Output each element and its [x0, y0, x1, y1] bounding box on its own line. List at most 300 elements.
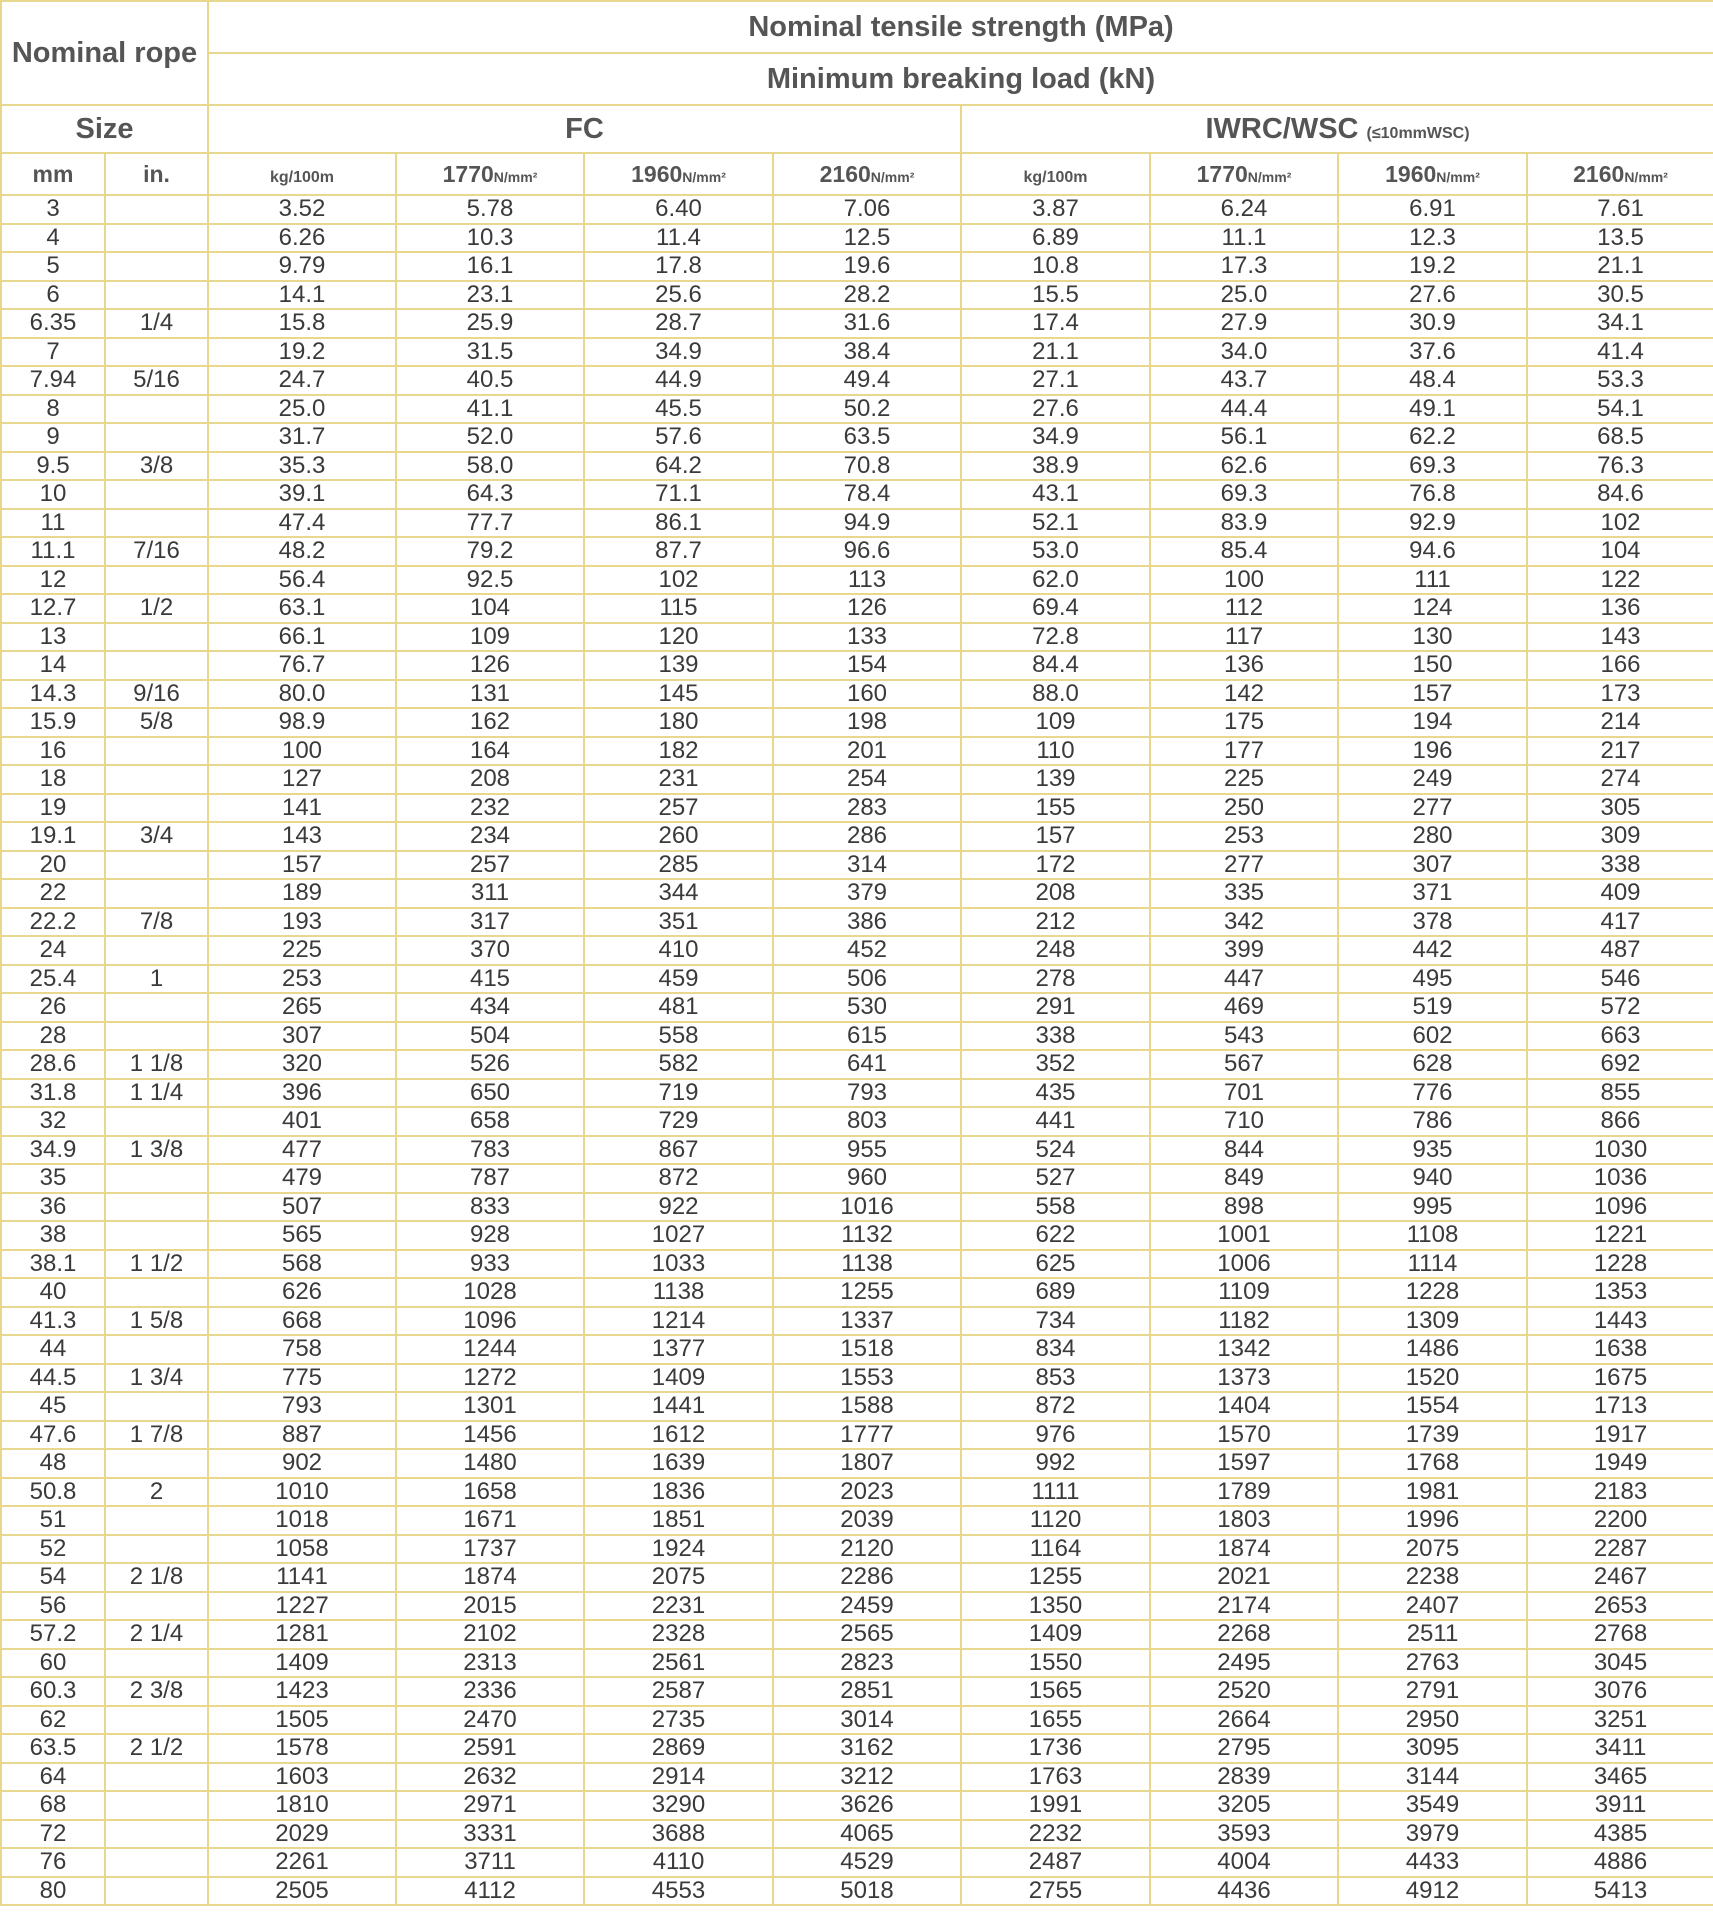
size-in-cell — [105, 252, 208, 281]
iwrc-kg-cell: 1120 — [961, 1506, 1150, 1535]
fc-1770-cell: 77.7 — [396, 509, 584, 538]
size-mm-cell: 48 — [1, 1449, 105, 1478]
fc-kg-header — [208, 153, 396, 195]
iwrc-1960-cell: 786 — [1338, 1107, 1527, 1136]
iwrc-2160-cell: 1949 — [1527, 1449, 1713, 1478]
fc-1770-cell: 1737 — [396, 1535, 584, 1564]
size-mm-cell: 22.2 — [1, 908, 105, 937]
iwrc-kg-cell: 17.4 — [961, 309, 1150, 338]
fc-2160-label: 2160 — [819, 160, 871, 187]
iwrc-1960-cell: 4912 — [1338, 1877, 1527, 1906]
iwrc-2160-cell: 1221 — [1527, 1221, 1713, 1250]
fc-kg-cell: 775 — [208, 1364, 396, 1393]
fc-1960-cell: 285 — [584, 851, 773, 880]
iwrc-kg-cell: 2755 — [961, 1877, 1150, 1906]
size-mm-cell: 19 — [1, 794, 105, 823]
fc-kg-cell: 902 — [208, 1449, 396, 1478]
table-row — [1, 309, 1713, 338]
fc-1770-cell: 1874 — [396, 1563, 584, 1592]
iwrc-kg-cell: 3.87 — [961, 195, 1150, 224]
iwrc-2160-cell: 143 — [1527, 623, 1713, 652]
iwrc-1770-cell: 2664 — [1150, 1706, 1338, 1735]
fc-1770-cell: 208 — [396, 765, 584, 794]
iwrc-kg-cell: 625 — [961, 1250, 1150, 1279]
iwrc-kg-cell: 2487 — [961, 1848, 1150, 1877]
size-in-cell: 1 1/2 — [105, 1250, 208, 1279]
fc-kg-cell: 39.1 — [208, 480, 396, 509]
iwrc-1960-cell: 2238 — [1338, 1563, 1527, 1592]
fc-1960-cell: 25.6 — [584, 281, 773, 310]
fc-2160-cell: 1807 — [773, 1449, 961, 1478]
iwrc-1770-cell: 4436 — [1150, 1877, 1338, 1906]
fc-kg-cell: 758 — [208, 1335, 396, 1364]
table-row — [1, 1221, 1713, 1250]
iwrc-1960-cell: 2950 — [1338, 1706, 1527, 1735]
size-mm-cell: 14.3 — [1, 680, 105, 709]
table-row — [1, 1449, 1713, 1478]
table-row — [1, 509, 1713, 538]
fc-1770-cell: 650 — [396, 1079, 584, 1108]
size-in-cell — [105, 851, 208, 880]
iwrc-1770-cell: 2495 — [1150, 1649, 1338, 1678]
fc-kg-cell: 100 — [208, 737, 396, 766]
fc-2160-header — [773, 153, 961, 195]
fc-1960-cell: 1409 — [584, 1364, 773, 1393]
fc-kg-cell: 479 — [208, 1164, 396, 1193]
fc-kg-cell: 63.1 — [208, 594, 396, 623]
iwrc-2160-cell: 855 — [1527, 1079, 1713, 1108]
fc-2160-cell: 2023 — [773, 1478, 961, 1507]
size-in-cell: 1 — [105, 965, 208, 994]
fc-kg-cell: 14.1 — [208, 281, 396, 310]
fc-1770-cell: 52.0 — [396, 423, 584, 452]
fc-kg-cell: 143 — [208, 822, 396, 851]
iwrc-2160-cell: 54.1 — [1527, 395, 1713, 424]
fc-2160-cell: 2823 — [773, 1649, 961, 1678]
fc-2160-cell: 530 — [773, 993, 961, 1022]
size-mm-cell: 6.35 — [1, 309, 105, 338]
iwrc-1770-cell: 11.1 — [1150, 224, 1338, 253]
iwrc-1960-cell: 196 — [1338, 737, 1527, 766]
fc-1770-cell: 2971 — [396, 1791, 584, 1820]
fc-kg-cell: 24.7 — [208, 366, 396, 395]
size-mm-cell: 32 — [1, 1107, 105, 1136]
iwrc-1960-cell: 3549 — [1338, 1791, 1527, 1820]
fc-1770-cell: 783 — [396, 1136, 584, 1165]
size-mm-cell: 3 — [1, 195, 105, 224]
mm-header: mm — [1, 153, 105, 195]
fc-2160-cell: 1588 — [773, 1392, 961, 1421]
iwrc-2160-cell: 692 — [1527, 1050, 1713, 1079]
iwrc-kg-cell: 6.89 — [961, 224, 1150, 253]
iwrc-1770-cell: 567 — [1150, 1050, 1338, 1079]
iwrc-1770-cell: 1182 — [1150, 1307, 1338, 1336]
fc-kg-cell: 2261 — [208, 1848, 396, 1877]
iwrc-2160-cell: 13.5 — [1527, 224, 1713, 253]
fc-1960-cell: 922 — [584, 1193, 773, 1222]
fc-kg-cell: 48.2 — [208, 537, 396, 566]
iwrc-1960-cell: 249 — [1338, 765, 1527, 794]
table-header — [1, 1, 1713, 195]
fc-2160-cell: 955 — [773, 1136, 961, 1165]
fc-kg-cell: 265 — [208, 993, 396, 1022]
fc-2160-cell: 160 — [773, 680, 961, 709]
size-mm-cell: 38.1 — [1, 1250, 105, 1279]
iwrc-kg-cell: 853 — [961, 1364, 1150, 1393]
iwrc-2160-cell: 663 — [1527, 1022, 1713, 1051]
fc-2160-cell: 1016 — [773, 1193, 961, 1222]
fc-1960-cell: 86.1 — [584, 509, 773, 538]
fc-1960-label: 1960 — [631, 160, 683, 187]
iwrc-1960-cell: 76.8 — [1338, 480, 1527, 509]
fc-kg-cell: 1227 — [208, 1592, 396, 1621]
table-row — [1, 537, 1713, 566]
size-in-cell: 2 1/2 — [105, 1734, 208, 1763]
fc-1960-cell: 115 — [584, 594, 773, 623]
iwrc-2160-cell: 7.61 — [1527, 195, 1713, 224]
iwrc-2160-cell: 546 — [1527, 965, 1713, 994]
size-mm-cell: 68 — [1, 1791, 105, 1820]
fc-1960-cell: 4553 — [584, 1877, 773, 1906]
table-row — [1, 708, 1713, 737]
iwrc-1770-cell: 2795 — [1150, 1734, 1338, 1763]
table-row — [1, 566, 1713, 595]
size-in-cell — [105, 794, 208, 823]
iwrc-2160-header — [1527, 153, 1713, 195]
fc-1770-cell: 5.78 — [396, 195, 584, 224]
fc-1960-cell: 64.2 — [584, 452, 773, 481]
fc-2160-cell: 254 — [773, 765, 961, 794]
size-mm-cell: 72 — [1, 1820, 105, 1849]
size-in-cell — [105, 879, 208, 908]
fc-kg-cell: 1058 — [208, 1535, 396, 1564]
fc-1960-cell: 180 — [584, 708, 773, 737]
table-row — [1, 281, 1713, 310]
size-in-cell: 2 1/8 — [105, 1563, 208, 1592]
unit-label: N/mm² — [1624, 168, 1668, 185]
table-row — [1, 1734, 1713, 1763]
fc-kg-cell: 565 — [208, 1221, 396, 1250]
size-in-cell: 5/16 — [105, 366, 208, 395]
fc-1960-cell: 1033 — [584, 1250, 773, 1279]
fc-1960-cell: 2231 — [584, 1592, 773, 1621]
size-in-cell: 1 1/4 — [105, 1079, 208, 1108]
fc-1960-header — [584, 153, 773, 195]
iwrc-kg-cell: 15.5 — [961, 281, 1150, 310]
table-row — [1, 851, 1713, 880]
iwrc-1770-cell: 399 — [1150, 936, 1338, 965]
fc-header: FC — [208, 105, 961, 153]
iwrc-kg-cell: 527 — [961, 1164, 1150, 1193]
size-mm-cell: 31.8 — [1, 1079, 105, 1108]
fc-1770-cell: 2632 — [396, 1763, 584, 1792]
fc-2160-cell: 126 — [773, 594, 961, 623]
iwrc-1770-cell: 1570 — [1150, 1421, 1338, 1450]
fc-1770-cell: 92.5 — [396, 566, 584, 595]
fc-1770-cell: 234 — [396, 822, 584, 851]
table-row — [1, 794, 1713, 823]
fc-1770-cell: 2336 — [396, 1677, 584, 1706]
iwrc-1770-cell: 4004 — [1150, 1848, 1338, 1877]
table-row — [1, 1050, 1713, 1079]
fc-kg-cell: 1281 — [208, 1620, 396, 1649]
fc-1960-cell: 1441 — [584, 1392, 773, 1421]
iwrc-2160-cell: 3045 — [1527, 1649, 1713, 1678]
iwrc-1770-cell: 1109 — [1150, 1278, 1338, 1307]
iwrc-1960-cell: 776 — [1338, 1079, 1527, 1108]
table-row — [1, 224, 1713, 253]
fc-kg-cell: 47.4 — [208, 509, 396, 538]
fc-2160-cell: 70.8 — [773, 452, 961, 481]
fc-1960-cell: 719 — [584, 1079, 773, 1108]
fc-1960-cell: 71.1 — [584, 480, 773, 509]
fc-2160-cell: 31.6 — [773, 309, 961, 338]
table-row — [1, 594, 1713, 623]
fc-1770-cell: 25.9 — [396, 309, 584, 338]
fc-1960-cell: 6.40 — [584, 195, 773, 224]
iwrc-1770-cell: 849 — [1150, 1164, 1338, 1193]
fc-1770-cell: 232 — [396, 794, 584, 823]
size-mm-cell: 80 — [1, 1877, 105, 1906]
iwrc-note: (≤10mmWSC) — [1366, 124, 1470, 142]
size-mm-cell: 10 — [1, 480, 105, 509]
iwrc-2160-cell: 3911 — [1527, 1791, 1713, 1820]
fc-1770-cell: 64.3 — [396, 480, 584, 509]
iwrc-1960-cell: 1108 — [1338, 1221, 1527, 1250]
table-row — [1, 1506, 1713, 1535]
fc-2160-cell: 1553 — [773, 1364, 961, 1393]
iwrc-2160-cell: 68.5 — [1527, 423, 1713, 452]
size-in-cell: 1 1/8 — [105, 1050, 208, 1079]
iwrc-2160-cell: 104 — [1527, 537, 1713, 566]
iwrc-1960-cell: 1554 — [1338, 1392, 1527, 1421]
size-mm-cell: 44.5 — [1, 1364, 105, 1393]
fc-1960-cell: 3290 — [584, 1791, 773, 1820]
fc-1770-cell: 23.1 — [396, 281, 584, 310]
iwrc-1770-cell: 277 — [1150, 851, 1338, 880]
table-row — [1, 1620, 1713, 1649]
iwrc-2160-cell: 4385 — [1527, 1820, 1713, 1849]
size-in-cell — [105, 1022, 208, 1051]
table-row — [1, 1136, 1713, 1165]
iwrc-1960-cell: 378 — [1338, 908, 1527, 937]
table-row — [1, 1649, 1713, 1678]
table-row — [1, 965, 1713, 994]
table-row — [1, 1706, 1713, 1735]
iwrc-kg-cell: 734 — [961, 1307, 1150, 1336]
fc-1770-cell: 3711 — [396, 1848, 584, 1877]
table-row — [1, 1478, 1713, 1507]
iwrc-2160-cell: 136 — [1527, 594, 1713, 623]
iwrc-1960-cell: 1228 — [1338, 1278, 1527, 1307]
fc-1960-cell: 1851 — [584, 1506, 773, 1535]
fc-kg-cell: 477 — [208, 1136, 396, 1165]
fc-kg-cell: 127 — [208, 765, 396, 794]
nominal-rope-header: Nominal rope — [1, 1, 208, 105]
iwrc-2160-cell: 1228 — [1527, 1250, 1713, 1279]
iwrc-kg-cell: 109 — [961, 708, 1150, 737]
fc-kg-cell: 3.52 — [208, 195, 396, 224]
size-in-cell — [105, 423, 208, 452]
size-mm-cell: 54 — [1, 1563, 105, 1592]
iwrc-kg-cell: 1763 — [961, 1763, 1150, 1792]
iwrc-kg-cell: 524 — [961, 1136, 1150, 1165]
iwrc-1770-cell: 469 — [1150, 993, 1338, 1022]
table-row — [1, 1421, 1713, 1450]
iwrc-1960-cell: 371 — [1338, 879, 1527, 908]
iwrc-1960-cell: 37.6 — [1338, 338, 1527, 367]
fc-1770-cell: 1480 — [396, 1449, 584, 1478]
iwrc-1960-cell: 124 — [1338, 594, 1527, 623]
fc-1960-cell: 582 — [584, 1050, 773, 1079]
size-in-cell — [105, 1820, 208, 1849]
fc-kg-cell: 2029 — [208, 1820, 396, 1849]
iwrc-kg-cell: 248 — [961, 936, 1150, 965]
fc-2160-cell: 2565 — [773, 1620, 961, 1649]
fc-1960-cell: 57.6 — [584, 423, 773, 452]
iwrc-2160-cell: 53.3 — [1527, 366, 1713, 395]
fc-2160-cell: 96.6 — [773, 537, 961, 566]
iwrc-2160-cell: 1353 — [1527, 1278, 1713, 1307]
iwrc-1770-cell: 1001 — [1150, 1221, 1338, 1250]
iwrc-2160-cell: 1443 — [1527, 1307, 1713, 1336]
size-in-cell — [105, 936, 208, 965]
size-in-cell — [105, 651, 208, 680]
size-in-cell: 9/16 — [105, 680, 208, 709]
iwrc-1770-cell: 701 — [1150, 1079, 1338, 1108]
fc-2160-cell: 12.5 — [773, 224, 961, 253]
size-in-cell — [105, 1392, 208, 1421]
size-in-cell — [105, 1763, 208, 1792]
unit-label: N/mm² — [1247, 168, 1292, 185]
iwrc-kg-cell: 872 — [961, 1392, 1150, 1421]
size-in-cell — [105, 993, 208, 1022]
iwrc-kg-cell: 1550 — [961, 1649, 1150, 1678]
table-row — [1, 737, 1713, 766]
table-row — [1, 366, 1713, 395]
fc-2160-cell: 5018 — [773, 1877, 961, 1906]
iwrc-2160-cell: 214 — [1527, 708, 1713, 737]
iwrc-1960-cell: 935 — [1338, 1136, 1527, 1165]
table-row — [1, 1164, 1713, 1193]
iwrc-1770-cell: 6.24 — [1150, 195, 1338, 224]
iwrc-kg-cell: 27.6 — [961, 395, 1150, 424]
iwrc-2160-cell: 122 — [1527, 566, 1713, 595]
fc-1960-cell: 28.7 — [584, 309, 773, 338]
size-in-cell: 1 5/8 — [105, 1307, 208, 1336]
fc-kg-cell: 253 — [208, 965, 396, 994]
fc-2160-cell: 2286 — [773, 1563, 961, 1592]
fc-1960-cell: 410 — [584, 936, 773, 965]
size-in-cell — [105, 1506, 208, 1535]
size-in-cell — [105, 737, 208, 766]
fc-1770-cell: 126 — [396, 651, 584, 680]
iwrc-2160-cell: 417 — [1527, 908, 1713, 937]
fc-1770-cell: 2102 — [396, 1620, 584, 1649]
size-mm-cell: 5 — [1, 252, 105, 281]
iwrc-1770-cell: 225 — [1150, 765, 1338, 794]
iwrc-kg-cell: 53.0 — [961, 537, 1150, 566]
size-mm-cell: 7 — [1, 338, 105, 367]
iwrc-1960-cell: 1114 — [1338, 1250, 1527, 1279]
size-mm-cell: 64 — [1, 1763, 105, 1792]
iwrc-1960-cell: 6.91 — [1338, 195, 1527, 224]
iwrc-1960-cell: 48.4 — [1338, 366, 1527, 395]
fc-1770-cell: 1301 — [396, 1392, 584, 1421]
size-in-cell: 5/8 — [105, 708, 208, 737]
iwrc-1960-cell: 130 — [1338, 623, 1527, 652]
table-row — [1, 195, 1713, 224]
in-header: in. — [105, 153, 208, 195]
fc-1960-cell: 2587 — [584, 1677, 773, 1706]
iwrc-kg-cell: 157 — [961, 822, 1150, 851]
iwrc-1960-cell: 94.6 — [1338, 537, 1527, 566]
iwrc-2160-cell: 1030 — [1527, 1136, 1713, 1165]
size-mm-cell: 24 — [1, 936, 105, 965]
iwrc-1770-cell: 1803 — [1150, 1506, 1338, 1535]
fc-kg-cell: 2505 — [208, 1877, 396, 1906]
fc-1960-cell: 3688 — [584, 1820, 773, 1849]
fc-1770-label: 1770 — [442, 160, 494, 187]
table-row — [1, 395, 1713, 424]
size-mm-cell: 7.94 — [1, 366, 105, 395]
fc-2160-cell: 19.6 — [773, 252, 961, 281]
size-in-cell — [105, 195, 208, 224]
iwrc-2160-cell: 3465 — [1527, 1763, 1713, 1792]
fc-1960-cell: 1138 — [584, 1278, 773, 1307]
table-row — [1, 993, 1713, 1022]
iwrc-1960-cell: 2511 — [1338, 1620, 1527, 1649]
fc-1770-cell: 504 — [396, 1022, 584, 1051]
iwrc-kg-cell: 622 — [961, 1221, 1150, 1250]
iwrc-1770-cell: 175 — [1150, 708, 1338, 737]
fc-kg-cell: 1409 — [208, 1649, 396, 1678]
iwrc-1960-cell: 442 — [1338, 936, 1527, 965]
iwrc-2160-cell: 1638 — [1527, 1335, 1713, 1364]
iwrc-kg-cell: 441 — [961, 1107, 1150, 1136]
iwrc-kg-cell: 84.4 — [961, 651, 1150, 680]
iwrc-kg-cell: 976 — [961, 1421, 1150, 1450]
fc-1960-cell: 11.4 — [584, 224, 773, 253]
fc-2160-cell: 1138 — [773, 1250, 961, 1279]
iwrc-kg-cell: 69.4 — [961, 594, 1150, 623]
fc-1770-cell: 1244 — [396, 1335, 584, 1364]
iwrc-1770-cell: 2839 — [1150, 1763, 1338, 1792]
fc-2160-cell: 2039 — [773, 1506, 961, 1535]
fc-1960-cell: 2735 — [584, 1706, 773, 1735]
fc-2160-cell: 1132 — [773, 1221, 961, 1250]
fc-1960-cell: 182 — [584, 737, 773, 766]
table-row — [1, 651, 1713, 680]
iwrc-kg-cell: 155 — [961, 794, 1150, 823]
fc-kg-cell: 668 — [208, 1307, 396, 1336]
size-in-cell — [105, 1877, 208, 1906]
fc-kg-cell: 6.26 — [208, 224, 396, 253]
fc-1770-cell: 1096 — [396, 1307, 584, 1336]
iwrc-2160-cell: 3251 — [1527, 1706, 1713, 1735]
size-mm-cell: 11 — [1, 509, 105, 538]
iwrc-kg-cell: 38.9 — [961, 452, 1150, 481]
fc-2160-cell: 641 — [773, 1050, 961, 1079]
fc-kg-cell: 157 — [208, 851, 396, 880]
size-mm-cell: 16 — [1, 737, 105, 766]
fc-1770-cell: 928 — [396, 1221, 584, 1250]
size-in-cell — [105, 1848, 208, 1877]
fc-1770-cell: 311 — [396, 879, 584, 908]
size-in-cell: 7/16 — [105, 537, 208, 566]
fc-kg-cell: 1141 — [208, 1563, 396, 1592]
fc-1960-cell: 34.9 — [584, 338, 773, 367]
